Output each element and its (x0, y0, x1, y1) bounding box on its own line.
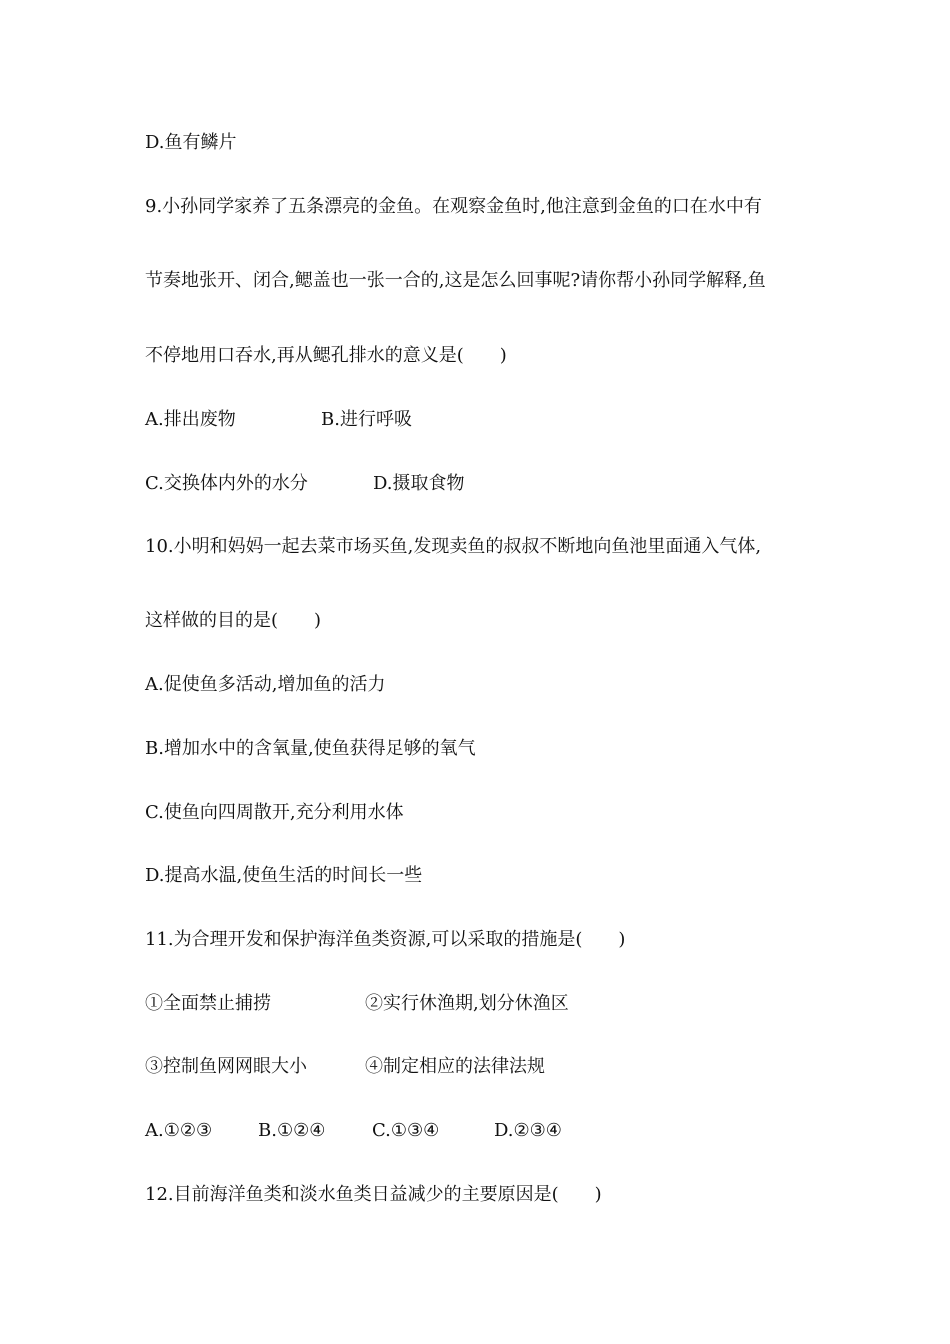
q9-option-b: B.进行呼吸 (321, 409, 412, 430)
q10-stem-line2: 这样做的目的是( ) (145, 610, 322, 631)
q11-item-2: ②实行休渔期,划分休渔区 (365, 993, 569, 1014)
q11-option-b: B.①②④ (258, 1120, 326, 1141)
q9-stem-line1: 9.小孙同学家养了五条漂亮的金鱼。在观察金鱼时,他注意到金鱼的口在水中有 (145, 196, 762, 217)
q10-option-a: A.促使鱼多活动,增加鱼的活力 (145, 674, 386, 695)
q11-item-1: ①全面禁止捕捞 (145, 993, 271, 1014)
q9-option-d: D.摄取食物 (373, 473, 465, 494)
q11-item-4: ④制定相应的法律法规 (365, 1056, 545, 1077)
q9-option-a: A.排出废物 (145, 409, 236, 430)
q11-stem: 11.为合理开发和保护海洋鱼类资源,可以采取的措施是( ) (145, 929, 626, 950)
q9-stem-line2: 节奏地张开、闭合,鳃盖也一张一合的,这是怎么回事呢?请你帮小孙同学解释,鱼 (145, 270, 766, 291)
q12-stem: 12.目前海洋鱼类和淡水鱼类日益减少的主要原因是( ) (145, 1184, 602, 1205)
q11-option-d: D.②③④ (494, 1120, 562, 1141)
q11-option-c: C.①③④ (372, 1120, 440, 1141)
q11-option-a: A.①②③ (145, 1120, 213, 1141)
q9-option-c: C.交换体内外的水分 (145, 473, 308, 494)
q10-option-c: C.使鱼向四周散开,充分利用水体 (145, 802, 404, 823)
q8-option-d: D.鱼有鳞片 (145, 132, 237, 153)
q10-option-b: B.增加水中的含氧量,使鱼获得足够的氧气 (145, 738, 476, 759)
q10-option-d: D.提高水温,使鱼生活的时间长一些 (145, 865, 423, 886)
q10-stem-line1: 10.小明和妈妈一起去菜市场买鱼,发现卖鱼的叔叔不断地向鱼池里面通入气体, (145, 536, 762, 557)
q9-stem-line3: 不停地用口吞水,再从鳃孔排水的意义是( ) (145, 345, 507, 366)
q11-item-3: ③控制鱼网网眼大小 (145, 1056, 307, 1077)
